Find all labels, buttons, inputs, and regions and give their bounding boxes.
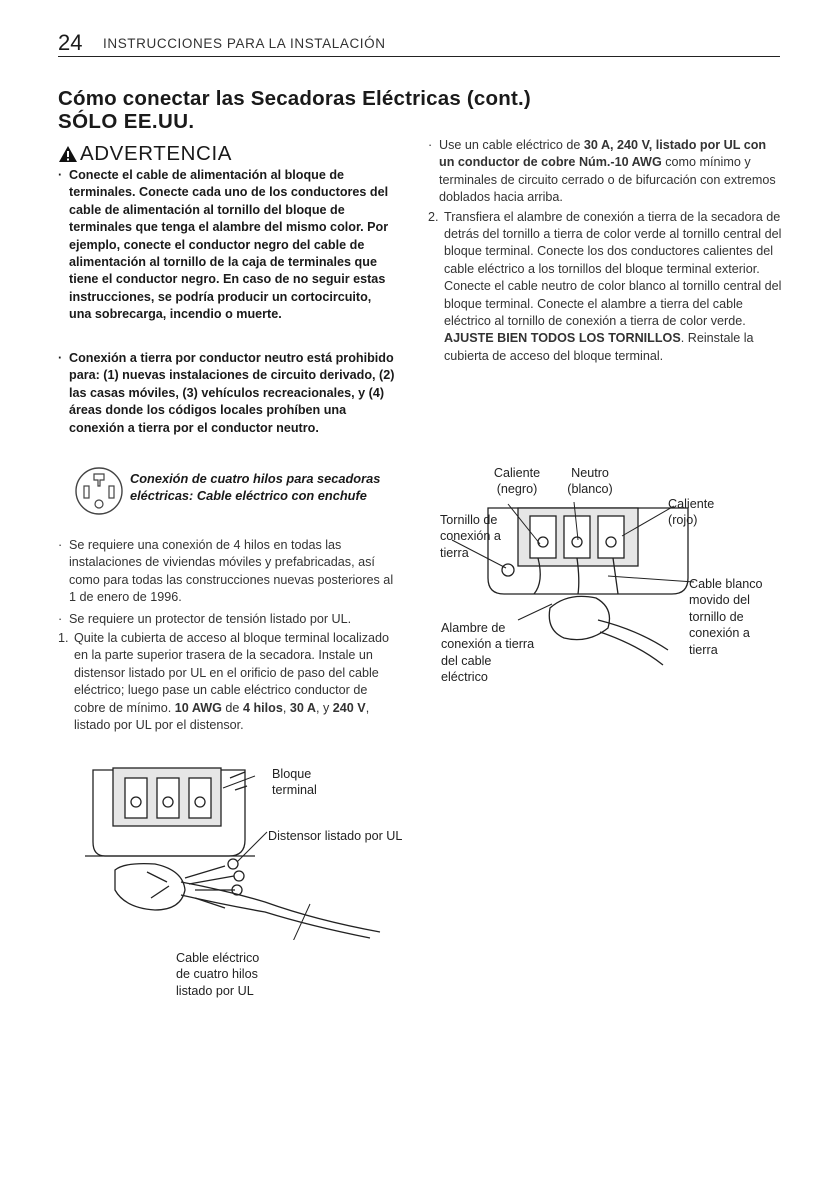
outlet-icon [74, 466, 124, 516]
step-1-hilos: 4 hilos [242, 700, 283, 715]
warning-text-2: Conexión a tierra por conductor neutro está prohibido para: (1) nuevas instalaciones de circuito derivado, (2) las casas móviles, (3) vehículos recreacionales, y (4) áreas donde los códigos locales prohíben una conexión a tierra por el conductor neutro. [69, 351, 395, 435]
figure2-label-neutral: Neutro (blanco) [567, 466, 613, 497]
warning-label: ADVERTENCIA [80, 142, 233, 165]
step-1-t4: , y [315, 700, 333, 715]
figure1-label-strain: Distensor listado por UL [268, 829, 403, 843]
step-2-text: Transfiera el alambre de conexión a tierra de la secadora de detrás del tornillo a tierra de color verde al tornillo central del bloque terminal. Conecte los dos conductores calientes del cable eléctrico a los tornillos del bloque terminal exterior. [444, 209, 782, 276]
step-2-number: 2. [428, 209, 439, 224]
page-title: Cómo conectar las Secadoras Eléctricas (cont.) [58, 87, 531, 110]
step-1-number: 1. [58, 631, 69, 646]
figure1-label-block: Bloque terminal [272, 767, 317, 798]
cable-bullet: · Use un cable eléctrico de 30 A, 240 V, listado por UL con un conductor de cobre Núm.-10 AWG como mínimo y terminales de circuito cerrado o de bifurcación con extremos doblados hacia arriba. [428, 138, 776, 205]
figure1-label-cord: Cable eléctrico de cuatro hilos listado por UL [176, 951, 260, 998]
step-1-t2: de [221, 700, 243, 715]
step-1-amps: 30 A [289, 700, 316, 715]
four-wire-bullet-1: · Se requiere una conexión de 4 hilos en todas las instalaciones de viviendas móviles y prefabricadas, así como para todas las construcciones nuevas posteriores al 1 de enero de 1996. [58, 538, 394, 605]
figure2-label-hot-black: Caliente (negro) [493, 466, 541, 497]
warning-text-1: Conecte el cable de alimentación al bloque de terminales. Conecte cada uno de los conductores del cable de alimentación al tornillo del bloque de terminales que tenga el alambre del mismo color. Por ejemplo, conecte el conductor negro del cable de alimentación al tornillo de la caja de terminales que tiene el conductor negro. En caso de no seguir estas instrucciones, se podría producir un cortocircuito, una sobrecarga, incendio o muerte. [69, 168, 389, 322]
cable-bullet-a: Use un cable eléctrico de [439, 138, 584, 152]
figure2-label-white-moved: Cable blanco movido del tornillo de conexión a tierra [689, 577, 763, 657]
warning-bullet-2: · Conexión a tierra por conductor neutro está prohibido para: (1) nuevas instalaciones de circuito derivado, (2) las casas móviles, (3) vehículos recreacionales, y (4) áreas donde los códigos locales prohíben una conexión a tierra por el conductor neutro. [58, 351, 395, 435]
step-2 [428, 209, 784, 366]
step-1-t3: , [282, 700, 290, 715]
four-wire-bullets [58, 537, 396, 734]
figure2-label-ground-wire: Alambre de conexión a tierra del cable eléctrico [441, 621, 535, 685]
four-wire-text-2: Se requiere un protector de tensión listado por UL. [69, 611, 352, 626]
page-number: 24 [58, 30, 83, 55]
step-1-awg: 10 AWG [174, 700, 222, 715]
section-header: INSTRUCCIONES PARA LA INSTALACIÓN [103, 36, 386, 51]
step-1-t5: , listado por UL por el distensor. [74, 700, 370, 733]
four-wire-text-1: Se requiere una conexión de 4 hilos en todas las instalaciones de viviendas móviles y prefabricadas, así como para todas las construcciones nuevas posteriores al 1 de enero de 1996. [69, 538, 394, 605]
step-2-text-2: Conecte el cable neutro de color blanco al tornillo central del bloque terminal. Conecte el alambre a tierra del cable eléctrico al tornillo de conexión a tierra de color verde. [444, 279, 782, 329]
step-1-text: Quite la cubierta de acceso al bloque terminal localizado en la parte superior trasera de la secadora. Instale un distensor listado por UL en el orificio de paso del cable eléctrico; luego pase un cable eléctrico conductor de cobre de mínimo. [74, 631, 390, 715]
figure2-label-ground-screw: Tornillo de conexión a tierra [440, 513, 501, 560]
page-subtitle: SÓLO EE.UU. [58, 110, 195, 133]
warning-bullet-1: · Conecte el cable de alimentación al bloque de terminales. Conecte cada uno de los conductores del cable de alimentación al tornillo del bloque de terminales que tenga el alambre del mismo color. Por ejemplo, conecte el conductor negro del cable de alimentación al tornillo de la caja de terminales que tiene el conductor negro. En caso de no seguir estas instrucciones, se podría producir un cortocircuito, una sobrecarga, incendio o muerte. [58, 168, 389, 322]
header-rule [58, 56, 780, 57]
four-wire-bullet-2: · Se requiere un protector de tensión listado por UL. [58, 611, 352, 626]
step-1-volts: 240 V [332, 700, 366, 715]
step-2-bold: AJUSTE BIEN TODOS LOS TORNILLOS [444, 331, 681, 346]
cable-bullet-b: 30 A, 240 V, listado por UL con un conductor de cobre Núm.-10 AWG [439, 138, 767, 170]
warning-heading [58, 142, 232, 166]
four-wire-caption: Conexión de cuatro hilos para secadoras eléctricas: Cable eléctrico con enchufe [130, 471, 381, 503]
warning-icon [58, 145, 78, 163]
step-2-end: . Reinstale la cubierta de acceso del bloque terminal. [444, 331, 754, 363]
step-1 [58, 630, 396, 734]
figure2-label-hot-red: Caliente (rojo) [668, 497, 715, 528]
right-column [428, 137, 784, 365]
cable-bullet-c: como mínimo y terminales de circuito cerrado o de bifurcación con extremos doblados hacia arriba. [439, 155, 776, 205]
